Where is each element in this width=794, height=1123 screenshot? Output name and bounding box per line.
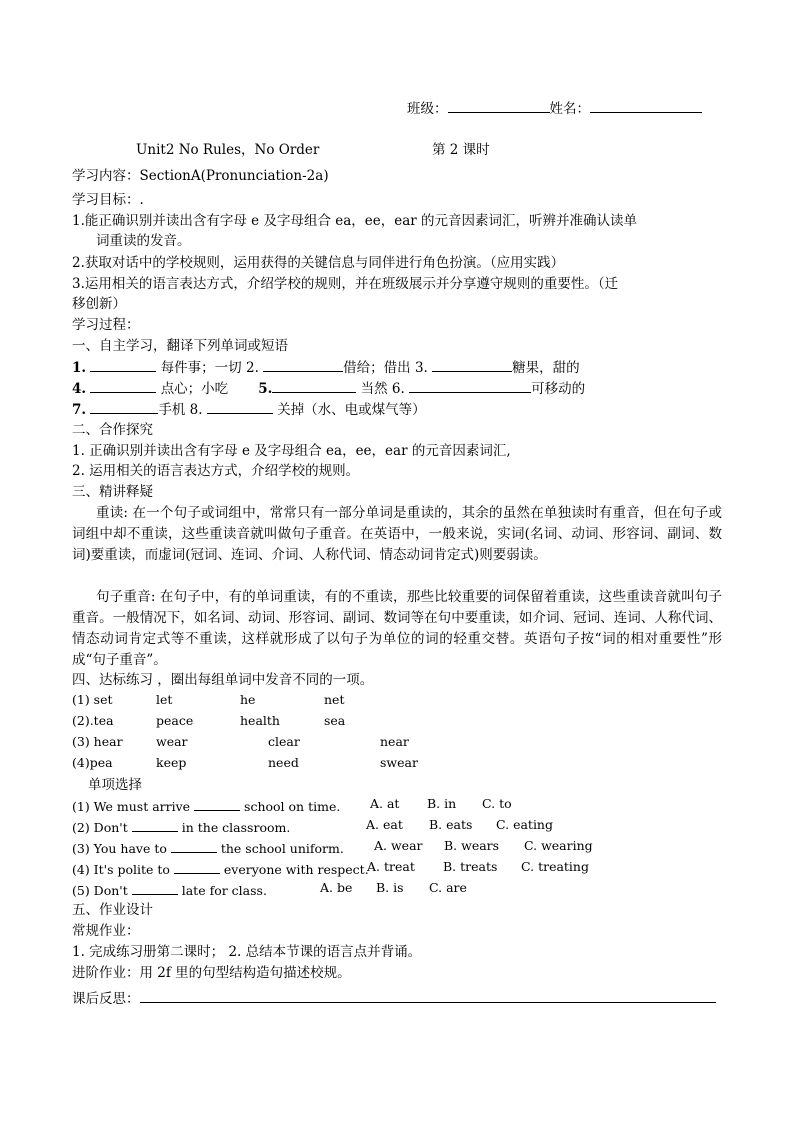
item-num: 5.	[258, 381, 273, 397]
goal-3-cont: 移创新）	[72, 296, 126, 312]
mc-option-b[interactable]: B. eats	[429, 817, 473, 832]
word-cell: (1) set	[72, 692, 113, 707]
section-4-heading: 四、达标练习 ，圈出每组单词中发音不同的一项。	[72, 672, 374, 688]
answer-blank-7[interactable]	[90, 399, 158, 414]
process-heading: 学习过程：	[72, 317, 140, 333]
mc-blank[interactable]	[132, 817, 178, 832]
mc-stem: (4) It's polite to everyone with respect.	[72, 859, 369, 877]
word-cell: keep	[156, 755, 187, 770]
mc-blank[interactable]	[174, 859, 220, 874]
goal-2: 2.获取对话中的学校规则，运用获得的关键信息与同伴进行角色扮演。（应用实践）	[72, 255, 565, 271]
unit-title: Unit2 No Rules，No Order	[136, 142, 320, 158]
vocab-text: 糖果，甜的	[512, 360, 580, 376]
word-cell: sea	[324, 713, 346, 728]
class-blank[interactable]	[448, 98, 550, 113]
vocab-row-3	[72, 399, 426, 420]
mc-option-a[interactable]: A. wear	[374, 838, 423, 853]
section-5-heading: 五、作业设计	[72, 902, 153, 918]
vocab-text: 关掉（水、电或煤气等）	[277, 402, 426, 418]
word-cell: peace	[156, 713, 194, 728]
item-num: 4.	[72, 381, 87, 397]
mc-blank[interactable]	[171, 838, 217, 853]
word-cell: health	[240, 713, 280, 728]
mc-option-a[interactable]: A. eat	[366, 817, 403, 832]
mc-stem: (1) We must arrive school on time.	[72, 796, 340, 814]
mc-blank[interactable]	[194, 796, 240, 811]
mc-option-a[interactable]: A. at	[370, 796, 400, 811]
advanced-homework: 进阶作业：用 2f 里的句型结构造句描述校规。	[72, 965, 351, 981]
mc-blank[interactable]	[132, 880, 178, 895]
mc-option-b[interactable]: B. treats	[443, 859, 498, 874]
mc-option-c[interactable]: C. are	[429, 880, 467, 895]
routine-homework-items: 1. 完成练习册第二课时； 2. 总结本节课的语言点并背诵。	[72, 944, 422, 960]
mc-option-c[interactable]: C. treating	[521, 859, 589, 874]
word-cell: (4)pea	[72, 755, 113, 770]
vocab-text: 当然 6.	[360, 381, 405, 397]
section-1-heading: 一、自主学习，翻译下列单词或短语	[72, 338, 288, 354]
answer-blank-1[interactable]	[90, 357, 156, 372]
vocab-text: 手机 8.	[158, 402, 203, 418]
word-cell: he	[240, 692, 256, 707]
answer-blank-6[interactable]	[409, 378, 531, 393]
section-2-item-2: 2. 运用相关的语言表达方式，介绍学校的规则。	[72, 463, 360, 479]
routine-homework-label: 常规作业：	[72, 923, 140, 939]
class-name-line	[407, 98, 702, 119]
word-cell: near	[380, 734, 409, 749]
mc-option-a[interactable]: A. treat	[367, 859, 415, 874]
item-num: 7.	[72, 402, 87, 418]
stress-paragraph-2: 句子重音: 在句子中，有的单词重读，有的不重读，那些比较重要的词保留着重读，这些重读音就叫句子重音。一般情况下，如名词、动词、形容词、副词、数词等在句中要重读，如介词、冠词、连词、人称代词、情态动词肯定式等不重读，这样就形成了以句子为单位的词的轻重交替。英语句子按“词的相对重要性”形成“句子重音”。	[72, 589, 722, 668]
name-label: 姓名：	[549, 101, 590, 117]
mc-option-b[interactable]: B. is	[376, 880, 404, 895]
answer-blank-4[interactable]	[90, 378, 156, 393]
answer-blank-2[interactable]	[263, 357, 343, 372]
word-cell: (3) hear	[72, 734, 123, 749]
vocab-row-1	[72, 357, 580, 378]
name-blank[interactable]	[590, 98, 702, 113]
mc-option-b[interactable]: B. wears	[444, 838, 500, 853]
goal-3: 3.运用相关的语言表达方式，介绍学校的规则，并在班级展示并分享遵守规则的重要性。（迁	[72, 276, 619, 292]
learning-content: 学习内容：SectionA(Pronunciation-2a)	[72, 168, 329, 184]
goal-1-cont: 词重读的发音。	[96, 233, 191, 249]
vocab-text: 借给；借出 3.	[343, 360, 428, 376]
word-cell: clear	[268, 734, 300, 749]
answer-blank-5[interactable]	[272, 378, 356, 393]
mc-stem: (2) Don't in the classroom.	[72, 817, 290, 835]
item-num: 1.	[72, 360, 87, 376]
mc-option-c[interactable]: C. to	[482, 796, 512, 811]
word-cell: (2).tea	[72, 713, 114, 728]
reflection-blank[interactable]	[140, 988, 716, 1003]
mc-option-a[interactable]: A. be	[320, 880, 353, 895]
mc-heading: 单项选择	[88, 777, 142, 793]
vocab-text: 点心；小吃	[160, 381, 229, 397]
lesson-title: 第 2 课时	[432, 142, 490, 158]
section-2-heading: 二、合作探究	[72, 422, 153, 438]
answer-blank-3[interactable]	[432, 357, 512, 372]
section-2-item-1: 1. 正确识别并读出含有字母 e 及字母组合 ea，ee，ear 的元音因素词汇,	[72, 443, 511, 459]
stress-paragraph-1: 重读: 在一个句子或词组中，常常只有一部分单词是重读的，其余的虽然在单独读时有重音，但在句子或词组中却不重读，这些重读音就叫做句子重音。在英语中，一般来说，实词(名词、动词、形容词、副词、数词)要重读，而虚词(冠词、连词、介词、人称代词、情态动词肯定式)则要弱读。	[72, 505, 722, 563]
vocab-row-2	[72, 378, 585, 399]
word-cell: wear	[156, 734, 188, 749]
section-3-heading: 三、精讲释疑	[72, 484, 153, 500]
vocab-text: 每件事；一切 2.	[160, 360, 259, 376]
answer-blank-8[interactable]	[207, 399, 273, 414]
mc-option-c[interactable]: C. eating	[496, 817, 553, 832]
vocab-text: 可移动的	[531, 381, 586, 397]
reflection-line	[72, 988, 716, 1009]
class-label: 班级：	[407, 101, 448, 117]
mc-stem: (5) Don't late for class.	[72, 880, 267, 898]
mc-option-c[interactable]: C. wearing	[524, 838, 593, 853]
word-cell: net	[324, 692, 345, 707]
mc-option-b[interactable]: B. in	[427, 796, 457, 811]
mc-stem: (3) You have to the school uniform.	[72, 838, 344, 856]
word-cell: swear	[380, 755, 418, 770]
goals-heading: 学习目标：.	[72, 192, 144, 208]
reflection-label: 课后反思：	[72, 991, 140, 1007]
goal-1: 1.能正确识别并读出含有字母 e 及字母组合 ea，ee，ear 的元音因素词汇，听辨并准确认读单	[72, 213, 638, 229]
word-cell: need	[268, 755, 299, 770]
word-cell: let	[156, 692, 173, 707]
